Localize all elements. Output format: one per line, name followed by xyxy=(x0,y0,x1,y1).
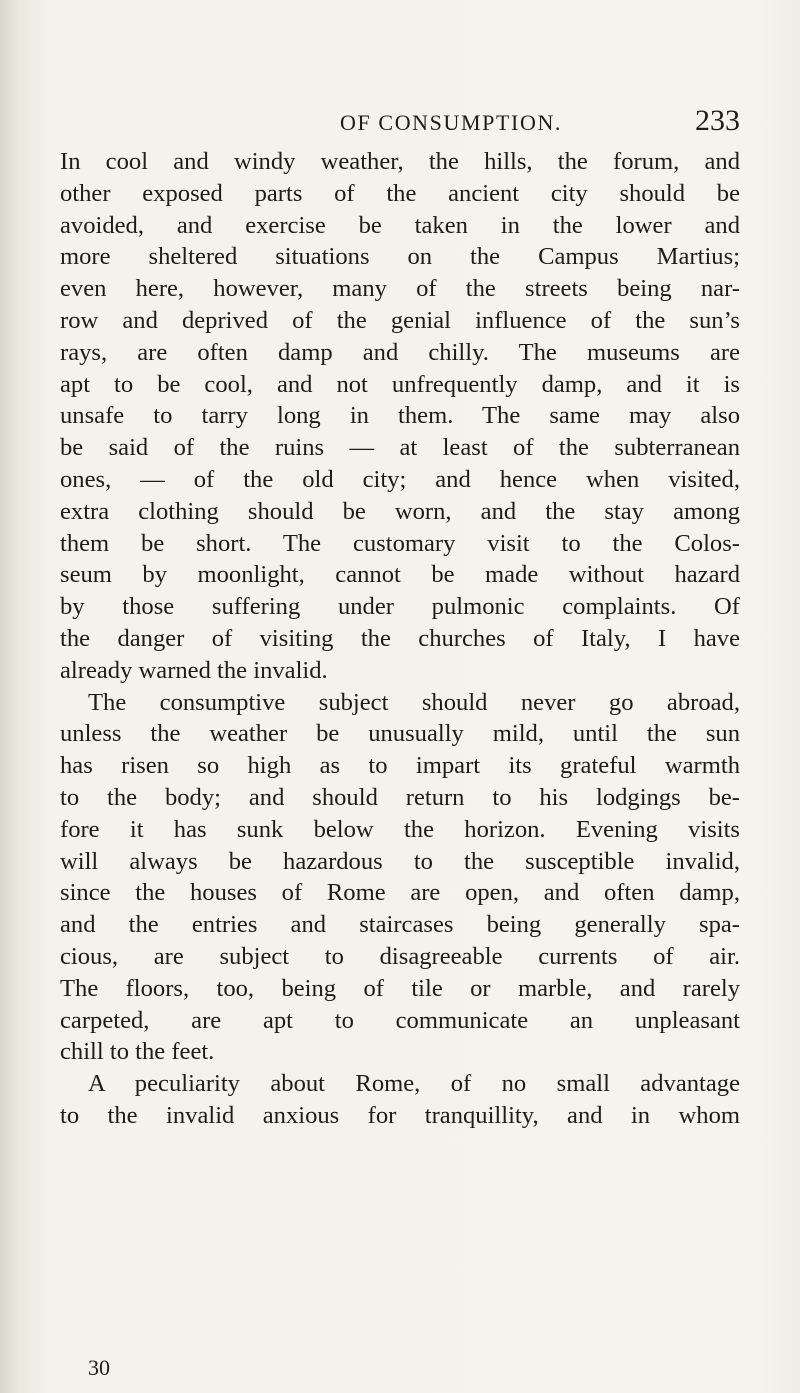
text-line: extra clothing should be worn, and the stay among xyxy=(60,497,740,525)
text-line: The floors, too, being of tile or marble, and rarely xyxy=(60,974,740,1002)
text-line: carpeted, are apt to communicate an unpleasant xyxy=(60,1006,740,1034)
text-line: avoided, and exercise be taken in the lower and xyxy=(60,211,740,239)
text-line: will always be hazardous to the susceptible invalid, xyxy=(60,847,740,875)
page-header xyxy=(60,104,740,144)
text-line: apt to be cool, and not unfrequently damp, and it is xyxy=(60,370,740,398)
text-line: In cool and windy weather, the hills, the forum, and xyxy=(60,148,740,175)
signature-mark: 30 xyxy=(88,1355,110,1380)
text-line: be said of the ruins — at least of the subterranean xyxy=(60,434,740,462)
text-line: even here, however, many of the streets being nar- xyxy=(60,275,740,303)
text-line: the danger of visiting the churches of Italy, I have xyxy=(60,624,740,652)
text-line: rays, are often damp and chilly. The museums are xyxy=(60,338,740,366)
body-text xyxy=(60,146,740,1132)
text-line: more sheltered situations on the Campus Martius; xyxy=(60,243,740,271)
paragraph-end-line: already warned the invalid. xyxy=(60,656,328,684)
paragraph-start-line: A peculiarity about Rome, of no small advantage xyxy=(88,1070,740,1098)
text-line: unsafe to tarry long in them. The same may also xyxy=(60,402,740,430)
text-line: and the entries and staircases being generally spa- xyxy=(60,911,740,939)
text-line: row and deprived of the genial influence of the sun’s xyxy=(60,306,740,334)
text-line: seum by moonlight, cannot be made without hazard xyxy=(60,561,740,589)
text-line: has risen so high as to impart its grateful warmth xyxy=(60,752,740,780)
paragraph-start-line: The consumptive subject should never go abroad, xyxy=(88,688,740,716)
text-line: fore it has sunk below the horizon. Evening visits xyxy=(60,815,740,843)
running-head: OF CONSUMPTION. xyxy=(340,110,563,135)
text-line: since the houses of Rome are open, and often damp, xyxy=(60,879,740,907)
text-line: cious, are subject to disagreeable currents of air. xyxy=(60,942,740,970)
text-line: by those suffering under pulmonic complaints. Of xyxy=(60,593,740,621)
text-line: other exposed parts of the ancient city should be xyxy=(60,179,740,207)
text-line: ones, — of the old city; and hence when visited, xyxy=(60,465,740,493)
paragraph-end-line: chill to the feet. xyxy=(60,1038,215,1066)
text-line: to the body; and should return to his lodgings be- xyxy=(60,783,740,811)
text-line: unless the weather be unusually mild, until the sun xyxy=(60,720,740,748)
text-line: them be short. The customary visit to the Colos- xyxy=(60,529,740,557)
text-line: to the invalid anxious for tranquillity, and in whom xyxy=(60,1101,740,1129)
page-number: 233 xyxy=(695,104,740,137)
